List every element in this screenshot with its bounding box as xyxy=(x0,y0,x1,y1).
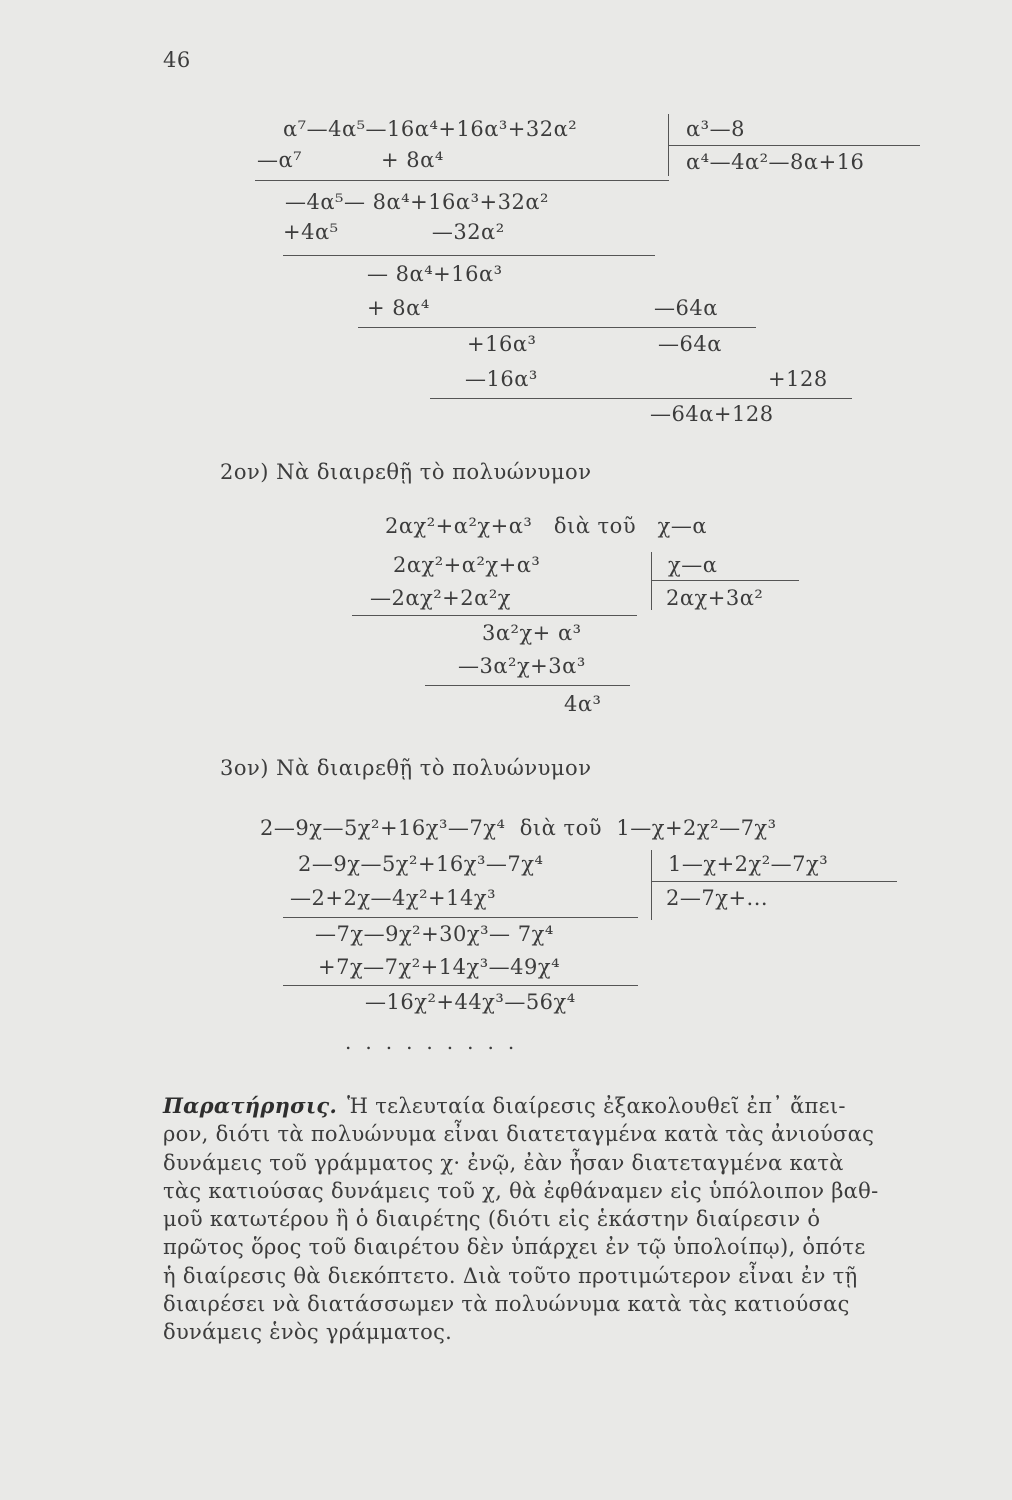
division-bar xyxy=(651,850,652,920)
step-rule xyxy=(283,917,638,918)
step-rule xyxy=(358,327,756,328)
remainder: 4α³ xyxy=(564,692,602,716)
step-line: —2+2χ—4χ²+14χ³ xyxy=(290,886,497,910)
remark-lead: Παρατήρησις. xyxy=(163,1093,338,1118)
remark-line: διαιρέσει νὰ διατάσσωμεν τὰ πολυώνυμα κατὰ τὰς κατιούσας xyxy=(163,1292,850,1317)
remark-line: ἡ διαίρεσις θὰ διεκόπτετο. Διὰ τοῦτο προτιμώτερον εἶναι ἐν τῇ xyxy=(163,1263,858,1288)
step-line: +7χ—7χ²+14χ³—49χ⁴ xyxy=(318,955,561,979)
divisor-rule xyxy=(651,580,799,581)
step-line: —64α xyxy=(658,332,722,356)
step-line: +128 xyxy=(768,367,828,391)
dividend: 2αχ²+α²χ+α³ xyxy=(393,553,541,577)
step-rule xyxy=(283,255,655,256)
step-rule xyxy=(430,398,852,399)
step-line: —4α⁵— 8α⁴+16α³+32α² xyxy=(285,190,549,214)
quotient: 2—7χ+... xyxy=(666,886,769,910)
problem-statement: 2—9χ—5χ²+16χ³—7χ⁴ διὰ τοῦ 1—χ+2χ²—7χ³ xyxy=(260,816,777,840)
continuation-dots: ......... xyxy=(345,1030,529,1054)
remark-line: δυνάμεις τοῦ γράμματος χ· ἐνῷ, ἐὰν ἦσαν διατεταγμένα κατὰ xyxy=(163,1150,844,1175)
divisor: 1—χ+2χ²—7χ³ xyxy=(668,852,829,876)
step-line: —α⁷ + 8α⁴ xyxy=(257,148,444,172)
step-line: —2αχ²+2α²χ xyxy=(370,586,511,610)
remark-line: μοῦ κατωτέρου ἢ ὁ διαιρέτης (διότι εἰς ἑκάστην διαίρεσιν ὁ xyxy=(163,1207,821,1232)
step-line: —16α³ xyxy=(465,367,538,391)
page-number: 46 xyxy=(163,48,191,72)
division-bar xyxy=(651,552,652,610)
dividend: 2—9χ—5χ²+16χ³—7χ⁴ xyxy=(298,852,544,876)
divisor-rule xyxy=(668,145,920,146)
quotient: 2αχ+3α² xyxy=(666,586,764,610)
divisor-rule xyxy=(651,881,897,882)
remainder: —64α+128 xyxy=(650,402,774,426)
step-rule xyxy=(255,180,669,181)
example-heading: 3ον) Νὰ διαιρεθῇ τὸ πολυώνυμον xyxy=(220,756,592,780)
step-line: —7χ—9χ²+30χ³— 7χ⁴ xyxy=(315,922,554,946)
remark-line: δυνάμεις ἑνὸς γράμματος. xyxy=(163,1320,453,1345)
step-line: —64α xyxy=(654,296,718,320)
step-rule xyxy=(283,985,638,986)
divisor: χ—α xyxy=(668,553,718,577)
step-line: —3α²χ+3α³ xyxy=(458,654,586,678)
remark-line: πρῶτος ὅρος τοῦ διαιρέτου δὲν ὑπάρχει ἐν τῷ ὑπολοίπῳ), ὁπότε xyxy=(163,1235,866,1260)
step-rule xyxy=(352,615,637,616)
remark-line: τὰς κατιούσας δυνάμεις τοῦ χ, θὰ ἐφθάναμεν εἰς ὑπόλοιπον βαθ- xyxy=(163,1178,879,1203)
step-line: +4α⁵ —32α² xyxy=(283,220,505,244)
remark-paragraph xyxy=(163,1092,1012,1347)
step-line: +16α³ xyxy=(467,332,537,356)
remark-line: ρον, διότι τὰ πολυώνυμα εἶναι διατεταγμένα κατὰ τὰς ἀνιούσας xyxy=(163,1122,875,1147)
problem-statement: 2αχ²+α²χ+α³ διὰ τοῦ χ—α xyxy=(385,514,708,538)
divisor: α³—8 xyxy=(686,117,745,141)
step-line: 3α²χ+ α³ xyxy=(482,621,582,645)
step-rule xyxy=(425,685,630,686)
step-line: + 8α⁴ xyxy=(367,296,430,320)
remainder: —16χ²+44χ³—56χ⁴ xyxy=(365,990,576,1014)
quotient: α⁴—4α²—8α+16 xyxy=(686,150,865,174)
step-line: — 8α⁴+16α³ xyxy=(367,262,503,286)
remark-line: Παρατήρησις. Ἡ τελευταία διαίρεσις ἐξακολουθεῖ ἐπ᾽ ἄπει- xyxy=(163,1093,846,1118)
dividend: α⁷—4α⁵—16α⁴+16α³+32α² xyxy=(283,117,578,141)
example-heading: 2ον) Νὰ διαιρεθῇ τὸ πολυώνυμον xyxy=(220,460,592,484)
